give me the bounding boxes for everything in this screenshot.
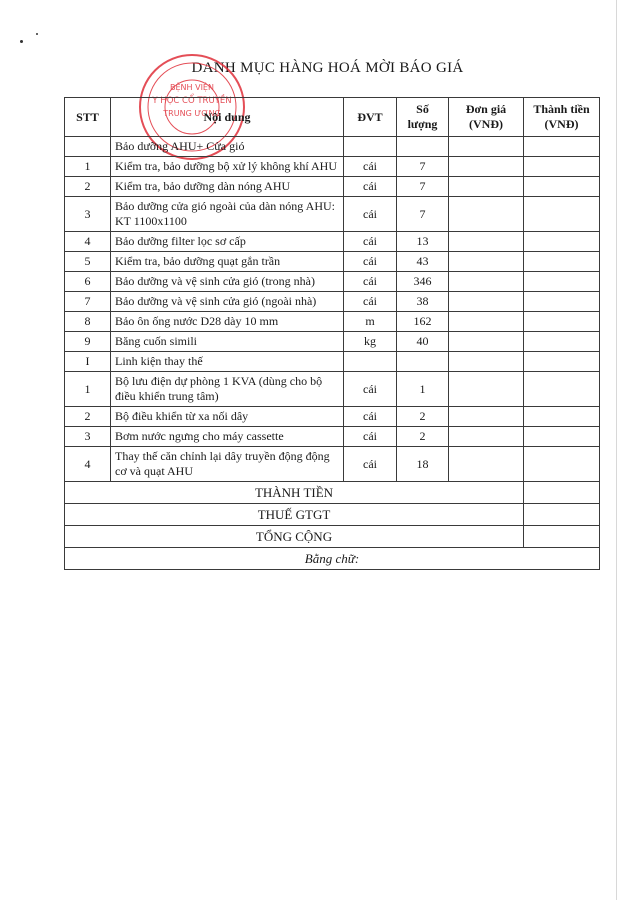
row-quantity: 2 (397, 407, 449, 427)
row-total (524, 197, 600, 232)
table-row (65, 332, 600, 352)
row-unit-price (449, 372, 524, 407)
row-unit: cái (344, 447, 397, 482)
header-unit: ĐVT (344, 98, 397, 137)
row-total (524, 447, 600, 482)
row-description: Bảo ôn ống nước D28 dày 10 mm (111, 312, 344, 332)
table-row (65, 232, 600, 252)
header-total: Thành tiền (VNĐ) (524, 98, 600, 137)
in-words-row (65, 548, 600, 570)
section-row (65, 352, 600, 372)
row-unit: cái (344, 197, 397, 232)
row-description: Bảo dưỡng filter lọc sơ cấp (111, 232, 344, 252)
row-stt: 2 (65, 177, 111, 197)
row-description: Kiểm tra, bảo dưỡng bộ xử lý không khí AHU (111, 157, 344, 177)
row-unit-price (449, 232, 524, 252)
row-stt: 1 (65, 372, 111, 407)
stamp-text-2: Y HỌC CỔ TRUYỀN (152, 96, 232, 106)
row-quantity: 7 (397, 177, 449, 197)
row-unit: cái (344, 372, 397, 407)
row-total (524, 372, 600, 407)
table-row (65, 252, 600, 272)
table-row (65, 292, 600, 312)
row-description: Bảo dưỡng và vệ sinh cửa gió (trong nhà) (111, 272, 344, 292)
row-description: Bảo dưỡng và vệ sinh cửa gió (ngoài nhà) (111, 292, 344, 312)
row-description: Băng cuốn simili (111, 332, 344, 352)
row-quantity: 18 (397, 447, 449, 482)
row-total (524, 292, 600, 312)
section-title: Bảo dưỡng AHU+ Cửa gió (111, 137, 344, 157)
row-stt: 7 (65, 292, 111, 312)
row-total (524, 252, 600, 272)
grand-total-value (524, 526, 600, 548)
row-unit-price (449, 272, 524, 292)
stamp-text-3: TRUNG ƯƠNG (163, 109, 221, 118)
row-unit: cái (344, 407, 397, 427)
row-quantity: 43 (397, 252, 449, 272)
row-total (524, 407, 600, 427)
row-total (524, 232, 600, 252)
row-description: Kiểm tra, bảo dưỡng dàn nóng AHU (111, 177, 344, 197)
table-row (65, 447, 600, 482)
document-title: DANH MỤC HÀNG HOÁ MỜI BÁO GIÁ (191, 60, 464, 76)
row-unit-price (449, 157, 524, 177)
subtotal-label: THÀNH TIỀN (65, 482, 524, 504)
row-quantity: 38 (397, 292, 449, 312)
row-unit-price (449, 197, 524, 232)
row-stt: 6 (65, 272, 111, 292)
quotation-table (64, 97, 600, 570)
table-row (65, 372, 600, 407)
vat-row (65, 504, 600, 526)
vat-label: THUẾ GTGT (65, 504, 524, 526)
row-unit-price (449, 447, 524, 482)
row-unit: cái (344, 292, 397, 312)
row-unit: cái (344, 427, 397, 447)
row-description: Bộ lưu điện dự phòng 1 KVA (dùng cho bộ điều khiển trung tâm) (111, 372, 344, 407)
row-stt: 2 (65, 407, 111, 427)
page-edge (616, 0, 617, 900)
scan-speck (36, 33, 38, 35)
row-description: Bộ điều khiển từ xa nối dây (111, 407, 344, 427)
row-stt: 4 (65, 232, 111, 252)
stamp-text-1: BỆNH VIỆN (170, 83, 214, 92)
row-unit: kg (344, 332, 397, 352)
table-row (65, 407, 600, 427)
subtotal-row (65, 482, 600, 504)
header-stt: STT (65, 98, 111, 137)
row-unit: m (344, 312, 397, 332)
row-unit-price (449, 332, 524, 352)
row-total (524, 157, 600, 177)
row-total (524, 332, 600, 352)
row-total (524, 272, 600, 292)
row-total (524, 312, 600, 332)
in-words-label: Bằng chữ: (65, 548, 600, 570)
grand-total-row (65, 526, 600, 548)
row-unit-price (449, 407, 524, 427)
row-quantity: 2 (397, 427, 449, 447)
row-unit-price (449, 312, 524, 332)
row-quantity: 13 (397, 232, 449, 252)
table-row (65, 177, 600, 197)
section-row (65, 137, 600, 157)
row-total (524, 177, 600, 197)
row-quantity: 346 (397, 272, 449, 292)
grand-total-label: TỔNG CỘNG (65, 526, 524, 548)
row-unit: cái (344, 252, 397, 272)
row-stt: 3 (65, 197, 111, 232)
table-header-row (65, 98, 600, 137)
scan-speck (20, 40, 23, 43)
row-stt: 5 (65, 252, 111, 272)
section-stt: I (65, 352, 111, 372)
header-description: Nội dung (111, 98, 344, 137)
row-description: Bảo dưỡng cửa gió ngoài của dàn nóng AHU: KT 1100x1100 (111, 197, 344, 232)
row-unit-price (449, 427, 524, 447)
row-stt: 9 (65, 332, 111, 352)
row-quantity: 7 (397, 197, 449, 232)
subtotal-value (524, 482, 600, 504)
row-unit: cái (344, 157, 397, 177)
row-unit-price (449, 252, 524, 272)
row-description: Kiểm tra, bảo dưỡng quạt gắn trần (111, 252, 344, 272)
row-description: Thay thế căn chỉnh lại dây truyền động động cơ và quạt AHU (111, 447, 344, 482)
section-title: Linh kiện thay thế (111, 352, 344, 372)
row-quantity: 162 (397, 312, 449, 332)
table-row (65, 272, 600, 292)
row-quantity: 1 (397, 372, 449, 407)
row-stt: 1 (65, 157, 111, 177)
row-quantity: 7 (397, 157, 449, 177)
table-row (65, 312, 600, 332)
table-row (65, 157, 600, 177)
row-quantity: 40 (397, 332, 449, 352)
row-stt: 3 (65, 427, 111, 447)
row-stt: 8 (65, 312, 111, 332)
row-unit-price (449, 177, 524, 197)
row-stt: 4 (65, 447, 111, 482)
vat-value (524, 504, 600, 526)
row-unit: cái (344, 272, 397, 292)
row-unit-price (449, 292, 524, 312)
row-unit: cái (344, 232, 397, 252)
header-quantity: Số lượng (397, 98, 449, 137)
header-unit-price: Đơn giá (VNĐ) (449, 98, 524, 137)
row-unit: cái (344, 177, 397, 197)
table-row (65, 427, 600, 447)
table-row (65, 197, 600, 232)
row-total (524, 427, 600, 447)
row-description: Bơm nước ngưng cho máy cassette (111, 427, 344, 447)
